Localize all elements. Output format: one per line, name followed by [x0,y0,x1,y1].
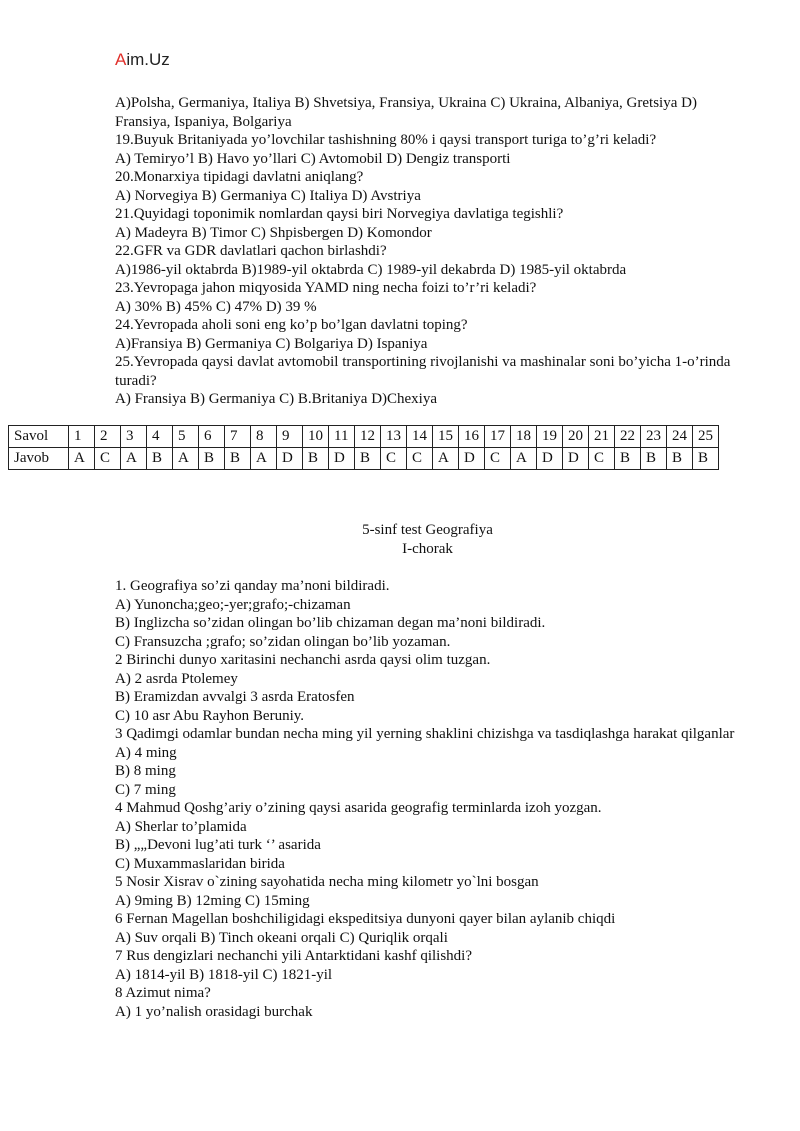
text-line: A) Temiryo’l B) Havo yo’llari C) Avtomobil D) Dengiz transporti [115,150,511,167]
answer-cell: D [329,448,355,470]
answer-cell: C [589,448,615,470]
answer-cell: C [95,448,121,470]
text-line: 4 Mahmud Qoshg’ariy o’zining qaysi asarida geografig terminlarda izoh yozgan. [115,800,602,816]
logo-letter-a: A [115,50,127,69]
text-line: C) 10 asr Abu Rayhon Beruniy. [115,707,305,724]
text-line: 19.Buyuk Britaniyada yo’lovchilar tashishning 80% i qaysi transport turiga to’g’ri keladi? [115,132,657,148]
text-line: 20.Monarxiya tipidagi davlatni aniqlang? [115,169,364,185]
text-line: 5 Nosir Xisrav o`zining sayohatida necha ming kilometr yo`lni bosgan [115,874,539,890]
text-line: A) Fransiya B) Germaniya C) B.Britaniya D)Chexiya [115,391,438,407]
question-number-cell: 15 [433,426,459,448]
text-line: B) Inglizcha so’zidan olingan bo’lib chizaman degan ma’noni bildiradi. [115,615,546,631]
answer-row [9,448,719,470]
row-header-savol: Savol [9,426,69,448]
test-title: 5-sinf test Geografiya [362,522,493,538]
question-number-cell: 21 [589,426,615,448]
text-line: 3 Qadimgi odamlar bundan necha ming yil yerning shaklini chizishga va tasdiqlashga harakat qilganlar [115,726,735,742]
answer-cell: A [173,448,199,470]
text-line: 8 Azimut nima? [115,985,211,1001]
answer-cell: D [277,448,303,470]
question-number-cell: 12 [355,426,381,448]
answer-cell: B [641,448,667,470]
text-line: A) 2 asrda Ptolemey [115,670,238,687]
question-number-cell: 20 [563,426,589,448]
text-line: A) 30% B) 45% C) 47% D) 39 % [115,298,317,315]
question-number-cell: 13 [381,426,407,448]
text-line: 25.Yevropada qaysi davlat avtomobil transportining rivojlanishi va mashinalar soni bo’yicha 1-o’rinda turadi? [115,354,731,389]
answer-cell: D [537,448,563,470]
answer-cell: D [459,448,485,470]
question-number-cell: 2 [95,426,121,448]
question-number-cell: 19 [537,426,563,448]
text-line: C) Muxammaslaridan birida [115,855,285,872]
geography-test-questions [115,577,755,1021]
answer-cell: B [303,448,329,470]
question-number-cell: 7 [225,426,251,448]
text-line: 21.Quyidagi toponimik nomlardan qaysi biri Norvegiya davlatiga tegishli? [115,206,564,222]
text-line: 2 Birinchi dunyo xaritasini nechanchi asrda qaysi olim tuzgan. [115,652,491,668]
answer-cell: B [667,448,693,470]
text-line: C) Fransuzcha ;grafo; so’zidan olingan bo’lib yozaman. [115,633,451,650]
answer-cell: A [433,448,459,470]
question-number-cell: 11 [329,426,355,448]
answer-cell: C [381,448,407,470]
answer-cell: C [407,448,433,470]
question-number-cell: 6 [199,426,225,448]
question-number-cell: 16 [459,426,485,448]
question-number-cell: 10 [303,426,329,448]
text-line: 22.GFR va GDR davlatlari qachon birlashdi? [115,243,387,259]
text-line: A) 9ming B) 12ming C) 15ming [115,892,310,909]
answer-cell: B [355,448,381,470]
text-line: 6 Fernan Magellan boshchiligidagi ekspeditsiya dunyoni qayer bilan aylanib chiqdi [115,911,616,927]
logo-text: im.Uz [126,50,170,69]
question-number-cell: 24 [667,426,693,448]
text-line: B) Eramizdan avvalgi 3 asrda Eratosfen [115,689,355,705]
answer-cell: B [147,448,173,470]
text-line: A)Fransiya B) Germaniya C) Bolgariya D) Ispaniya [115,335,428,352]
question-number-cell: 17 [485,426,511,448]
question-number-cell: 18 [511,426,537,448]
question-number-cell: 5 [173,426,199,448]
text-line: A) Yunoncha;geo;-yer;grafo;-chizaman [115,596,351,613]
answer-cell: B [615,448,641,470]
text-line: A) Suv orqali B) Tinch okeani orqali C) Quriqlik orqali [115,929,448,946]
question-number-cell: 14 [407,426,433,448]
text-line: 7 Rus dengizlari nechanchi yili Antarktidani kashf qilishdi? [115,948,473,964]
text-line: 23.Yevropaga jahon miqyosida YAMD ning necha foizi to’r’ri keladi? [115,280,537,296]
question-number-cell: 9 [277,426,303,448]
question-number-cell: 8 [251,426,277,448]
text-line: A) 1 yo’nalish orasidagi burchak [115,1003,313,1020]
text-line: A)1986-yil oktabrda B)1989-yil oktabrda C) 1989-yil dekabrda D) 1985-yil oktabrda [115,261,627,278]
previous-test-questions [115,94,755,409]
text-line: 1. Geografiya so’zi qanday ma’noni bildiradi. [115,578,390,594]
question-number-cell: 25 [693,426,719,448]
question-number-cell: 1 [69,426,95,448]
text-line: A)Polsha, Germaniya, Italiya B) Shvetsiya, Fransiya, Ukraina C) Ukraina, Albaniya, Gretsiya D) Fransiya, Ispaniya, Bolgariya [115,95,697,130]
answer-cell: B [199,448,225,470]
answer-cell: B [693,448,719,470]
text-line: A) 1814-yil B) 1818-yil C) 1821-yil [115,966,333,983]
question-number-cell: 3 [121,426,147,448]
answer-cell: D [563,448,589,470]
text-line: B) „„Devoni lug’ati turk ‘’ asarida [115,837,321,853]
text-line: A) Sherlar to’plamida [115,818,247,835]
answer-cell: A [511,448,537,470]
answer-key-table [8,425,719,470]
text-line: A) Norvegiya B) Germaniya C) Italiya D) Avstriya [115,187,421,204]
question-number-cell: 23 [641,426,667,448]
answer-cell: A [121,448,147,470]
question-number-cell: 22 [615,426,641,448]
row-header-javob: Javob [9,448,69,470]
question-number-row [9,426,719,448]
question-number-cell: 4 [147,426,173,448]
text-line: B) 8 ming [115,763,176,779]
answer-cell: C [485,448,511,470]
test-subtitle: I-chorak [402,541,453,557]
text-line: A) Madeyra B) Timor C) Shpisbergen D) Komondor [115,224,432,241]
answer-cell: A [69,448,95,470]
answer-cell: B [225,448,251,470]
text-line: A) 4 ming [115,744,177,761]
text-line: 24.Yevropada aholi soni eng ko’p bo’lgan davlatni toping? [115,317,468,333]
site-logo[interactable] [115,50,170,70]
text-line: C) 7 ming [115,781,176,798]
answer-cell: A [251,448,277,470]
